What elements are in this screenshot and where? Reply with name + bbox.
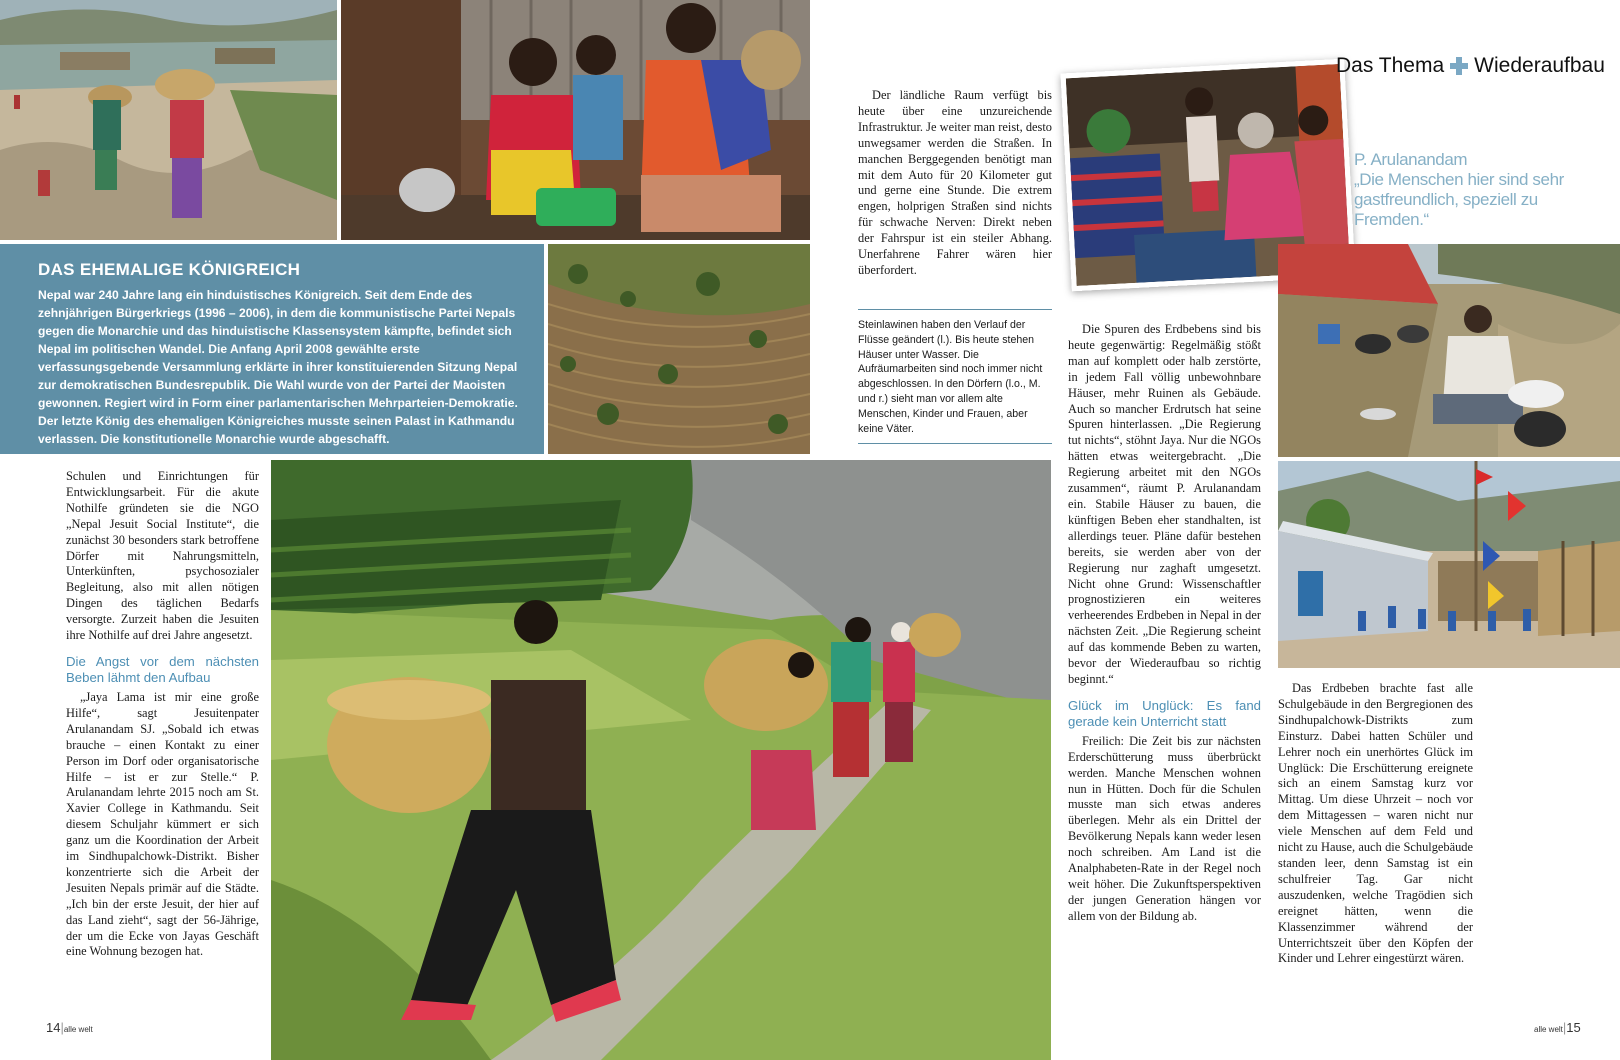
column-right-1 bbox=[1068, 322, 1261, 925]
paragraph-traces: Die Spuren des Erdbebens sind bis heute gegenwärtig: Regelmäßig stößt man auf komplett oder halb zerstörte, in jedem Fall völlig unbewohnbare Häuser, mehr Ruinen als Gebäude. Auch so mancher Erdrutsch hat seine Spuren hinterlassen. „Die Regierung tut nichts“, stöhnt Jaya. Nur die NGOs hätten etwas weitergebracht. „Die Regierung arbeitet mit den NGOs zusammen“, räumt P. Arulanandam ein. Stabile Häuser zu bauen, die künftigen Beben eher standhalten, ist allerdings teuer. Pläne dafür bestehen bereits, sie werden aber von der Regierung nur zaghaft umgesetzt. Nicht ohne Grund: Wissenschaftler prognostizieren ein weiteres verheerendes Erdbeben in Nepal in der nächsten Zeit. „Die Regierung scheint auf das kommende Beben zu warten, bevor der Wiederaufbau so richtig beginnt.“ bbox=[1068, 322, 1261, 686]
paragraph-earthquake-schools: Das Erdbeben brachte fast alle Schulgebäude in den Bergregionen des Sindhupalchowk-Distrikts zum Einsturz. Dabei hatten Schüler und Lehrer noch ein unerhörtes Glück im Unglück: Die Erschütterung ereignete sich an einem Samstag kurz vor Mittag. Um diese Uhrzeit – noch vor dem Mittagessen – waren nicht nur viele Menschen auf dem Feld und nicht zu Hause, auch die Schulgebäude standen leer, denn Samstag ist ein schulfreier Tag. Gar nicht auszudenken, welche Tragödien sich ereignet hätten, wenn die Klassenzimmer während der Unterrichtszeit über den Köpfen der Kinder und Lehrer eingestürzt wären. bbox=[1278, 681, 1473, 966]
photo-caption bbox=[858, 318, 1052, 436]
quote-text: „Die Menschen hier sind sehr gastfreundlich, speziell zu Fremden.“ bbox=[1354, 170, 1564, 229]
paragraph-schools: Freilich: Die Zeit bis zur nächsten Erderschütterung muss überbrückt werden. Manche Menschen wohnen nun in Hütten. Doch für die Schulen musste man sich etwas anderes überlegen. Mehr als ein Drittel der Bevölkerung Nepals kann weder lesen noch schreiben. Am Land ist die Analphabeten-Rate in der Regel noch weit höher. Die Zukunftsperspektiven der jungen Generation hängen vor allem von der Bildung ab. bbox=[1068, 733, 1261, 923]
magazine-name-right: alle welt bbox=[1534, 1025, 1563, 1034]
info-box-text: Nepal war 240 Jahre lang ein hinduistisches Königreich. Seit dem Ende des zehnjährigen Bürgerkriegs (1996 – 2006), in dem die kommunistische Partei Nepals gegen die Monarchie und das hinduistische Klassensystem kämpfte, befindet sich Nepal im politischen Wandel. Die Anfang April 2008 gewählte erste verfassungsgebende Versammlung erklärte in ihrer konstituierenden Sitzung Nepal zur demokratischen Bundesrepublik. Die Wahl wurde von der Partei der Maoisten gewonnen. Regiert wird in Form einer parlamentarischen Mehrparteien-Demokratie. Der letzte König des ehemaligen Königreiches musste seinen Palast in Kathmandu verlassen. Die konstitutionelle Monarchie wurde abgeschafft. bbox=[38, 288, 518, 446]
folio-left: 14|alle welt bbox=[46, 1020, 93, 1035]
folio-right: alle welt|15 bbox=[1534, 1020, 1581, 1035]
info-box bbox=[0, 244, 544, 454]
caption-bottom-rule bbox=[858, 443, 1052, 444]
column-left bbox=[66, 469, 259, 960]
page-number-right: 15 bbox=[1566, 1020, 1581, 1035]
photo-girls-with-baskets bbox=[271, 460, 1051, 1060]
photo-terraced-hillside bbox=[548, 244, 810, 454]
quote-author: P. Arulanandam bbox=[1354, 150, 1468, 169]
photo-family-kitchen bbox=[341, 0, 810, 240]
photo-man-cooking bbox=[1278, 244, 1620, 457]
column-infrastructure bbox=[858, 88, 1052, 279]
magazine-name-left: alle welt bbox=[63, 1025, 93, 1034]
photo-temporary-school bbox=[1278, 461, 1620, 668]
subheading-luck: Glück im Unglück: Es fand gerade kein Unterricht statt bbox=[1068, 697, 1261, 729]
subheading-fear: Die Angst vor dem nächsten Beben lähmt den Aufbau bbox=[66, 653, 259, 685]
pull-quote bbox=[1354, 150, 1574, 230]
section-header bbox=[1336, 54, 1605, 78]
header-subtopic: Wiederaufbau bbox=[1474, 54, 1605, 77]
header-topic: Das Thema bbox=[1336, 54, 1445, 77]
paragraph-ngo: Schulen und Einrichtungen für Entwicklungsarbeit. Für die akute Nothilfe gründeten sie die NGO „Nepal Jesuit Social Institute“, die zunächst 30 besonders stark betroffene Dörfer mit Nahrungsmitteln, Unterkünften, psychosozialer Begleitung, also mit allen nötigen Dingen des täglichen Bedarfs versorgte. Zurzeit haben die Jesuiten ihre Nothilfe auf drei Jahre angesetzt. bbox=[66, 469, 259, 643]
column-right-2 bbox=[1278, 681, 1473, 967]
paragraph-infrastructure: Der ländliche Raum verfügt bis heute über eine unzureichende Infrastruktur. Je weiter man reist, desto unwegsamer werden die Straßen. In manchen Berggegenden benötigt man mit dem Auto für 20 Kilometer gut und gerne eine Stunde. Die extrem engen, holprigen Straßen sind nichts für schwache Nerven: Direkt neben der Fahrspur ist ein steiler Abhang. Unerfahrene Fahrer wären hier überfordert. bbox=[858, 88, 1052, 277]
paragraph-arulanandam: „Jaya Lama ist mir eine große Hilfe“, sagt Jesuitenpater Arulanandam SJ. „Sobald ich etwas brauche – einen Kontakt zu einer Person im Dorf oder organisatorische Hilfe – ist er zur Stelle.“ P. Arulanandam lehrte 2015 noch am St. Xavier College in Kathmandu. Seit diesem Schuljahr kümmert er sich ganz um die Koordination der Arbeit im Sindhupalchowk-Distrikt. Bisher konzentrierte sich die Arbeit der Jesuiten Nepals primär auf die Städte. „Ich bin der erste Jesuit, der hier auf das Land zieht“, sagt der 56-Jährige, der um die Ecke von Jayas Geschäft eine Wohnung bezogen hat. bbox=[66, 689, 259, 959]
plus-icon bbox=[1450, 57, 1468, 75]
caption-text: Steinlawinen haben den Verlauf der Flüsse geändert (l.). Bis heute stehen Häuser unter Wasser. Die Aufräumarbeiten sind noch immer nicht abgeschlossen. In den Dörfern (l.o., M. und r.) sieht man vor allem alte Menschen, Kinder und Frauen, aber keine Väter. bbox=[858, 319, 1043, 435]
caption-top-rule bbox=[858, 309, 1052, 310]
page-number-left: 14 bbox=[46, 1020, 61, 1035]
info-box-title: DAS EHEMALIGE KÖNIGREICH bbox=[38, 260, 301, 279]
photo-riverbed-porters bbox=[0, 0, 337, 240]
